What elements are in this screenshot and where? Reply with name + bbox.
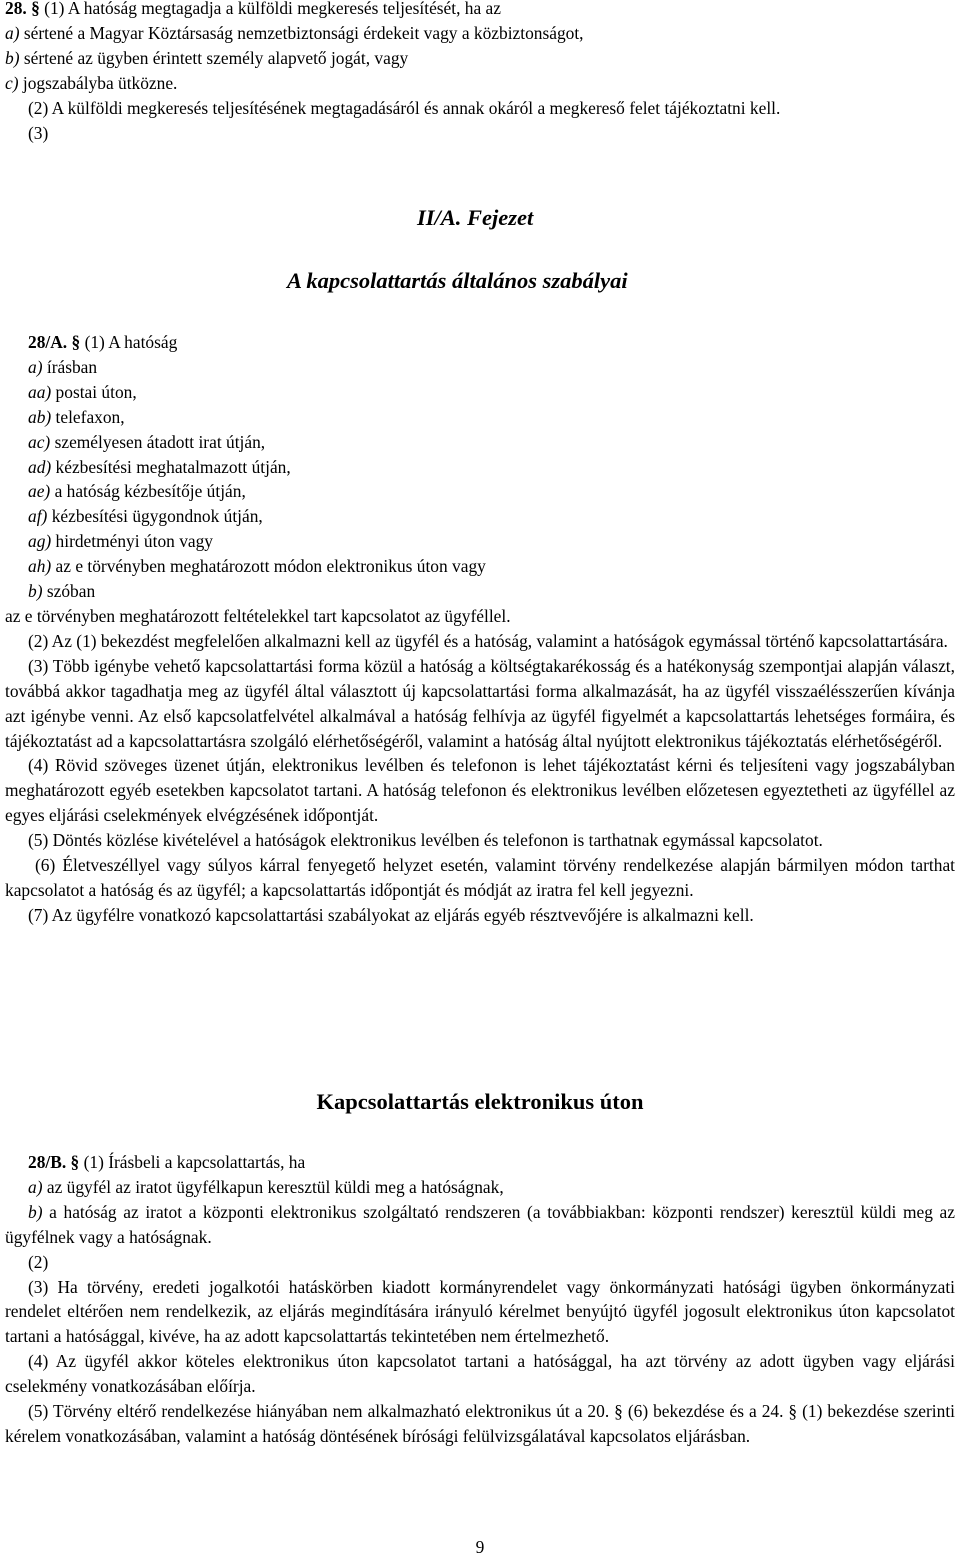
list-item — [5, 579, 955, 604]
item-label: c) — [5, 72, 19, 93]
item-text: kézbesítési meghatalmazott útján, — [55, 456, 291, 477]
item-text: a hatóság kézbesítője útján, — [54, 481, 246, 502]
list-item — [5, 1175, 955, 1200]
list-item — [5, 455, 955, 480]
item-label: aa) — [28, 381, 52, 402]
section-28a-p5: (5) Döntés közlése kivételével a hatóságok elektronikus levélben és telefonon is tarthatnak egymással kapcsolatot. — [28, 830, 823, 851]
section-28b-p1 — [5, 1150, 955, 1175]
list-item — [5, 355, 955, 380]
section-28b — [5, 1150, 955, 1449]
item-text: személyesen átadott irat útján, — [54, 431, 266, 452]
paragraph-text: (1) A hatóság megtagadja a külföldi megkeresés teljesítését, ha az — [44, 0, 501, 18]
item-text: postai úton, — [55, 381, 137, 402]
section-28b-p5: (5) Törvény eltérő rendelkezése hiányában nem alkalmazható elektronikus út a 20. § (6) bekezdése és a 24. § (1) bekezdése szerinti kérelem vonatkozásában, valamint a hatóság döntésének bírósági felülvizsgálatával kapcsolatos eljárásban. — [5, 1401, 955, 1446]
list-item — [5, 479, 955, 504]
list-item — [5, 71, 780, 96]
section-28 — [5, 0, 780, 145]
chapter-subtitle: A kapcsolattartás általános szabályai — [287, 268, 628, 293]
item-label: ae) — [28, 481, 51, 502]
section-28-p1 — [5, 0, 780, 21]
section-sign: § — [31, 0, 40, 18]
item-label: b) — [5, 47, 20, 68]
item-text: jogszabályba ütközne. — [22, 72, 178, 93]
item-text: az e törvényben meghatározott módon elektronikus úton vagy — [55, 556, 486, 577]
item-text: szóban — [46, 581, 96, 602]
section-28a — [5, 330, 955, 928]
list-item — [5, 405, 955, 430]
item-label: ag) — [28, 531, 52, 552]
section-28-p3: (3) — [28, 122, 49, 143]
paragraph-text: (1) A hatóság — [84, 332, 178, 352]
item-text: írásban — [46, 356, 98, 377]
item-label: af) — [28, 506, 48, 527]
section-sign: § — [70, 1152, 80, 1172]
item-text: telefaxon, — [55, 406, 125, 427]
section-title: Kapcsolattartás elektronikus úton — [316, 1089, 644, 1114]
section-28a-p3: (3) Több igénybe vehető kapcsolattartási forma közül a hatóság a költségtakarékosság és a hatékonyság szempontjai alapján választ, továbbá akkor tagadhatja meg az ügyfél által választott új kapcsolattartási forma alkalmazását, ha az ügyfél visszaélésszerűen kívánja azt igénybe venni. Az első kapcsolatfelvétel alkalmával a hatóság felhívja az ügyfél figyelmét a kapcsolattartás lehetséges formáira, és tájékoztatást ad a kapcsolattartásra szolgáló elérhetőségéről, valamint a hatóság által nyújtott elektronikus tájékoztatás elérhetőségéről. — [5, 655, 955, 751]
section-28b-p2: (2) — [28, 1251, 49, 1272]
section-28a-list — [5, 355, 955, 604]
section-28a-p6: (6) Életveszéllyel vagy súlyos kárral fenyegető helyzet esetén, valamint törvény rendelkezése alapján bármilyen módon tarthat kapcsolatot a hatóság és az ügyfél; a kapcsolattartás időpontját és módját az iratra fel kell jegyezni. — [5, 855, 955, 900]
item-label: ab) — [28, 406, 52, 427]
item-text: sértené az ügyben érintett személy alapvető jogát, vagy — [23, 47, 409, 68]
item-text: kézbesítési ügygondnok útján, — [51, 506, 263, 527]
item-label: b) — [28, 1201, 43, 1222]
list-item — [5, 46, 780, 71]
item-text: az ügyfél az iratot ügyfélkapun keresztül küldi meg a hatóságnak, — [46, 1176, 504, 1197]
item-label: ah) — [28, 556, 52, 577]
item-text: a hatóság az iratot a központi elektronikus szolgáltató rendszeren (a továbbiakban: központi rendszer) keresztül küldi meg az ügyfélnek vagy a hatóságnak. — [5, 1201, 955, 1247]
item-label: a) — [28, 356, 43, 377]
item-label: ad) — [28, 456, 52, 477]
list-item — [5, 380, 955, 405]
section-sign: § — [71, 332, 81, 352]
section-28-p2: (2) A külföldi megkeresés teljesítésének megtagadásáról és annak okáról a megkereső felet tájékoztatni kell. — [28, 97, 781, 118]
section-28a-p4: (4) Rövid szöveges üzenet útján, elektronikus levélben és telefonon is lehet tájékoztatást kérni és teljesíteni vagy jogszabályban meghatározott egyéb esetekben kapcsolatot tartani. A hatóság telefonon és elektronikus levélben előzetesen egyeztetheti az ügyféllel az egyes eljárási cselekmények elvégzésének időpontját. — [5, 755, 955, 826]
chapter-title: II/A. Fejezet — [417, 205, 534, 230]
list-item — [5, 1200, 955, 1250]
list-item — [5, 21, 780, 46]
item-label: ac) — [28, 431, 51, 452]
paragraph-text: (1) Írásbeli a kapcsolattartás, ha — [83, 1152, 306, 1172]
list-item — [5, 554, 955, 579]
section-number: 28/B. — [28, 1152, 67, 1172]
section-number: 28/A. — [28, 332, 68, 352]
section-28b-p4: (4) Az ügyfél akkor köteles elektronikus úton kapcsolatot tartani a hatósággal, ha azt törvény az adott ügyben vagy eljárási cselekmény vonatkozásában előírja. — [5, 1351, 955, 1397]
item-label: b) — [28, 581, 43, 602]
list-item — [5, 529, 955, 554]
list-item — [5, 430, 955, 455]
item-text: sértené a Magyar Köztársaság nemzetbiztonsági érdekeit vagy a közbiztonságot, — [23, 22, 584, 43]
section-28a-closing: az e törvényben meghatározott feltételekkel tart kapcsolatot az ügyféllel. — [5, 605, 511, 626]
item-label: a) — [28, 1176, 43, 1197]
list-item — [5, 504, 955, 529]
section-28a-p2: (2) Az (1) bekezdést megfelelően alkalmazni kell az ügyfél és a hatóság, valamint a hatóságok egymással történő kapcsolattartására. — [28, 630, 948, 651]
section-number: 28. — [5, 0, 27, 18]
section-28b-p3: (3) Ha törvény, eredeti jogalkotói hatáskörben kiadott kormányrendelet vagy önkormányzati hatósági ügyben önkormányzati rendelet eltérően nem rendelkezik, az eljárás megindítására irányuló kérelmet benyújtó ügyfél jogosult elektronikus úton kapcsolatot tartani a hatósággal, kivéve, ha az adott kapcsolattartás tekintetében nem értelmezhető. — [5, 1276, 955, 1347]
section-28a-p1 — [5, 330, 955, 355]
page-number: 9 — [475, 1537, 485, 1557]
section-28a-p7: (7) Az ügyfélre vonatkozó kapcsolattartási szabályokat az eljárás egyéb résztvevőjére is alkalmazni kell. — [28, 904, 754, 925]
item-text: hirdetményi úton vagy — [55, 531, 213, 552]
item-label: a) — [5, 22, 20, 43]
